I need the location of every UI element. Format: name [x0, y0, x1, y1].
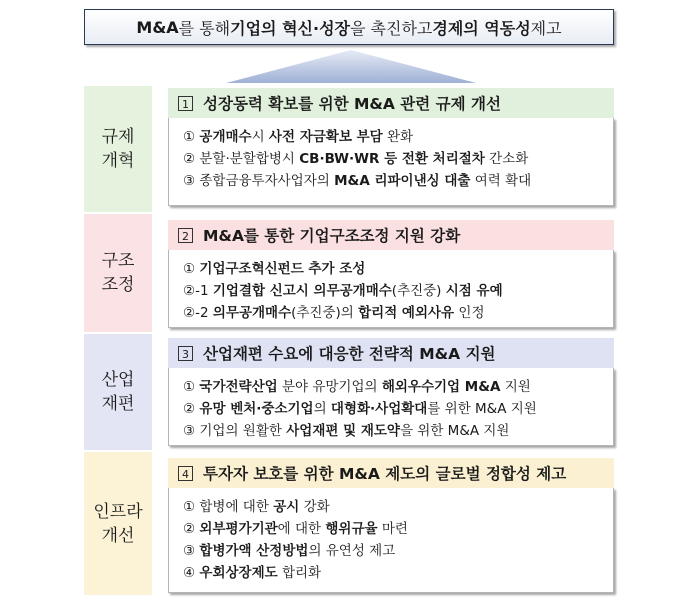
list-item-text-run: M&A 리파이낸싱 대출: [334, 173, 471, 189]
list-item-text-run: ④: [183, 565, 200, 581]
list-item-text-run: 합병가액 산정방법: [199, 543, 309, 559]
section-title: M&A를 통한 기업구조조정 지원 강화: [203, 227, 461, 245]
section-title: 산업재편 수요에 대응한 전략적 M&A 지원: [203, 345, 496, 363]
list-item-text-run: (추진중): [391, 283, 446, 299]
arrow-up-triangle: [226, 50, 476, 83]
section-item-list-3: [168, 368, 614, 446]
list-item-text-run: 의: [313, 401, 331, 417]
list-item-text-run: 유망 벤처·중소기업: [199, 401, 314, 417]
category-label-1: [84, 84, 152, 212]
list-item-text-run: 해외우수기업 M&A: [381, 379, 501, 395]
list-item-text-run: ①: [183, 129, 200, 145]
list-item-text-run: 을 위한 M&A 지원: [399, 423, 510, 439]
section-item-list-1: [168, 118, 614, 206]
list-item-text-run: 의 유연성 제고: [308, 543, 396, 559]
section-header-4: [168, 458, 614, 488]
list-item: [183, 420, 613, 442]
list-item-text-run: 행위규율: [325, 521, 378, 537]
list-item: [183, 126, 613, 148]
section-title: 성장동력 확보를 위한 M&A 관련 규제 개선: [203, 95, 501, 113]
category-text: 산업: [101, 370, 135, 390]
goal-banner: [84, 9, 614, 45]
goal-text-run: 경제의 역동성: [432, 18, 531, 38]
list-item-text-run: 지원: [500, 379, 531, 395]
category-text: 조정: [101, 275, 135, 295]
list-item-text-run: ②-1: [183, 283, 213, 299]
category-text: 규제: [101, 127, 135, 147]
goal-text-run: 기업의 혁신·성장: [230, 18, 350, 38]
section-header-3: [168, 338, 614, 368]
list-item-text-run: (추진중)의: [291, 305, 359, 321]
list-item-text-run: ②: [183, 521, 200, 537]
list-item-text-run: ①: [183, 379, 200, 395]
list-item-text-run: 국가전략산업: [199, 379, 278, 395]
list-item-text-run: 마련: [377, 521, 408, 537]
list-item-text-run: 여력 확대: [470, 173, 532, 189]
list-item-text-run: 사전 자금확보 부담: [268, 129, 383, 145]
category-text: 인프라: [93, 501, 143, 522]
list-item-text-run: ③ 종합금융투자사업자의: [183, 173, 335, 189]
list-item-text-run: 기업결합 신고시 의무공개매수: [212, 283, 392, 299]
list-item-text-run: ①: [183, 261, 200, 277]
category-label-3: [84, 332, 152, 450]
list-item-text-run: 기업구조혁신펀드 추가 조성: [199, 261, 366, 277]
list-item-text-run: 인정: [454, 305, 485, 321]
section-item-list-4: [168, 488, 614, 593]
list-item-text-run: ②: [183, 401, 200, 417]
list-item-text-run: 우회상장제도: [199, 565, 278, 581]
section-item-list-2: [168, 250, 614, 328]
list-item-text-run: 간소화: [484, 151, 529, 167]
list-item-text-run: 에 대한: [277, 521, 326, 537]
list-item-text-run: ① 합병에 대한: [183, 499, 274, 515]
section-number-badge: 3: [178, 346, 193, 361]
section-header-2: [168, 220, 614, 250]
list-item: [183, 562, 613, 584]
list-item-text-run: 공시: [273, 499, 300, 515]
category-text: 재편: [101, 394, 135, 414]
list-item-text-run: ③: [183, 543, 200, 559]
goal-text-run: M&A: [136, 17, 179, 37]
list-item: [183, 170, 613, 192]
list-item-text-run: ②-2: [183, 305, 213, 321]
category-text: 개선: [101, 525, 135, 546]
section-title: 투자자 보호를 위한 M&A 제도의 글로벌 정합성 제고: [203, 465, 567, 483]
list-item: [183, 398, 613, 420]
list-item: [183, 302, 613, 324]
list-item-text-run: 외부평가기관: [199, 521, 278, 537]
list-item-text-run: 공개매수: [199, 129, 252, 145]
category-label-2: [84, 212, 152, 332]
list-item-text-run: 강화: [299, 499, 330, 515]
list-item: [183, 540, 613, 562]
goal-text-run: 을 촉진하고: [349, 18, 433, 38]
list-item: [183, 496, 613, 518]
list-item: [183, 148, 613, 170]
goal-text-run: 를 통해: [178, 18, 231, 38]
list-item-text-run: ② 분할·분할합병시: [183, 151, 300, 167]
section-number-badge: 1: [178, 96, 193, 111]
list-item-text-run: 시: [251, 129, 269, 145]
list-item-text-run: 분야 유망기업의: [277, 379, 382, 395]
list-item-text-run: ③ 기업의 원활한: [183, 423, 287, 439]
section-number-badge: 4: [178, 466, 193, 481]
list-item-text-run: CB·BW·WR 등 전환 처리절차: [299, 151, 485, 167]
list-item-text-run: 합리화: [277, 565, 322, 581]
section-header-1: [168, 88, 614, 118]
list-item-text-run: 사업재편 및 재도약: [286, 423, 400, 439]
category-text: 개혁: [101, 151, 135, 171]
category-text: 구조: [101, 251, 135, 271]
goal-text-run: 제고: [530, 18, 562, 38]
section-number-badge: 2: [178, 228, 193, 243]
list-item: [183, 518, 613, 540]
list-item: [183, 280, 613, 302]
list-item-text-run: 의무공개매수: [212, 305, 292, 321]
list-item: [183, 258, 613, 280]
list-item-text-run: 완화: [382, 129, 414, 145]
list-item-text-run: 시점 유예: [445, 283, 503, 299]
list-item-text-run: 를 위한 M&A 지원: [427, 401, 537, 417]
list-item-text-run: 합리적 예외사유: [358, 305, 455, 321]
list-item: [183, 376, 613, 398]
category-label-4: [84, 450, 152, 595]
list-item-text-run: 대형화·사업확대: [330, 401, 428, 417]
